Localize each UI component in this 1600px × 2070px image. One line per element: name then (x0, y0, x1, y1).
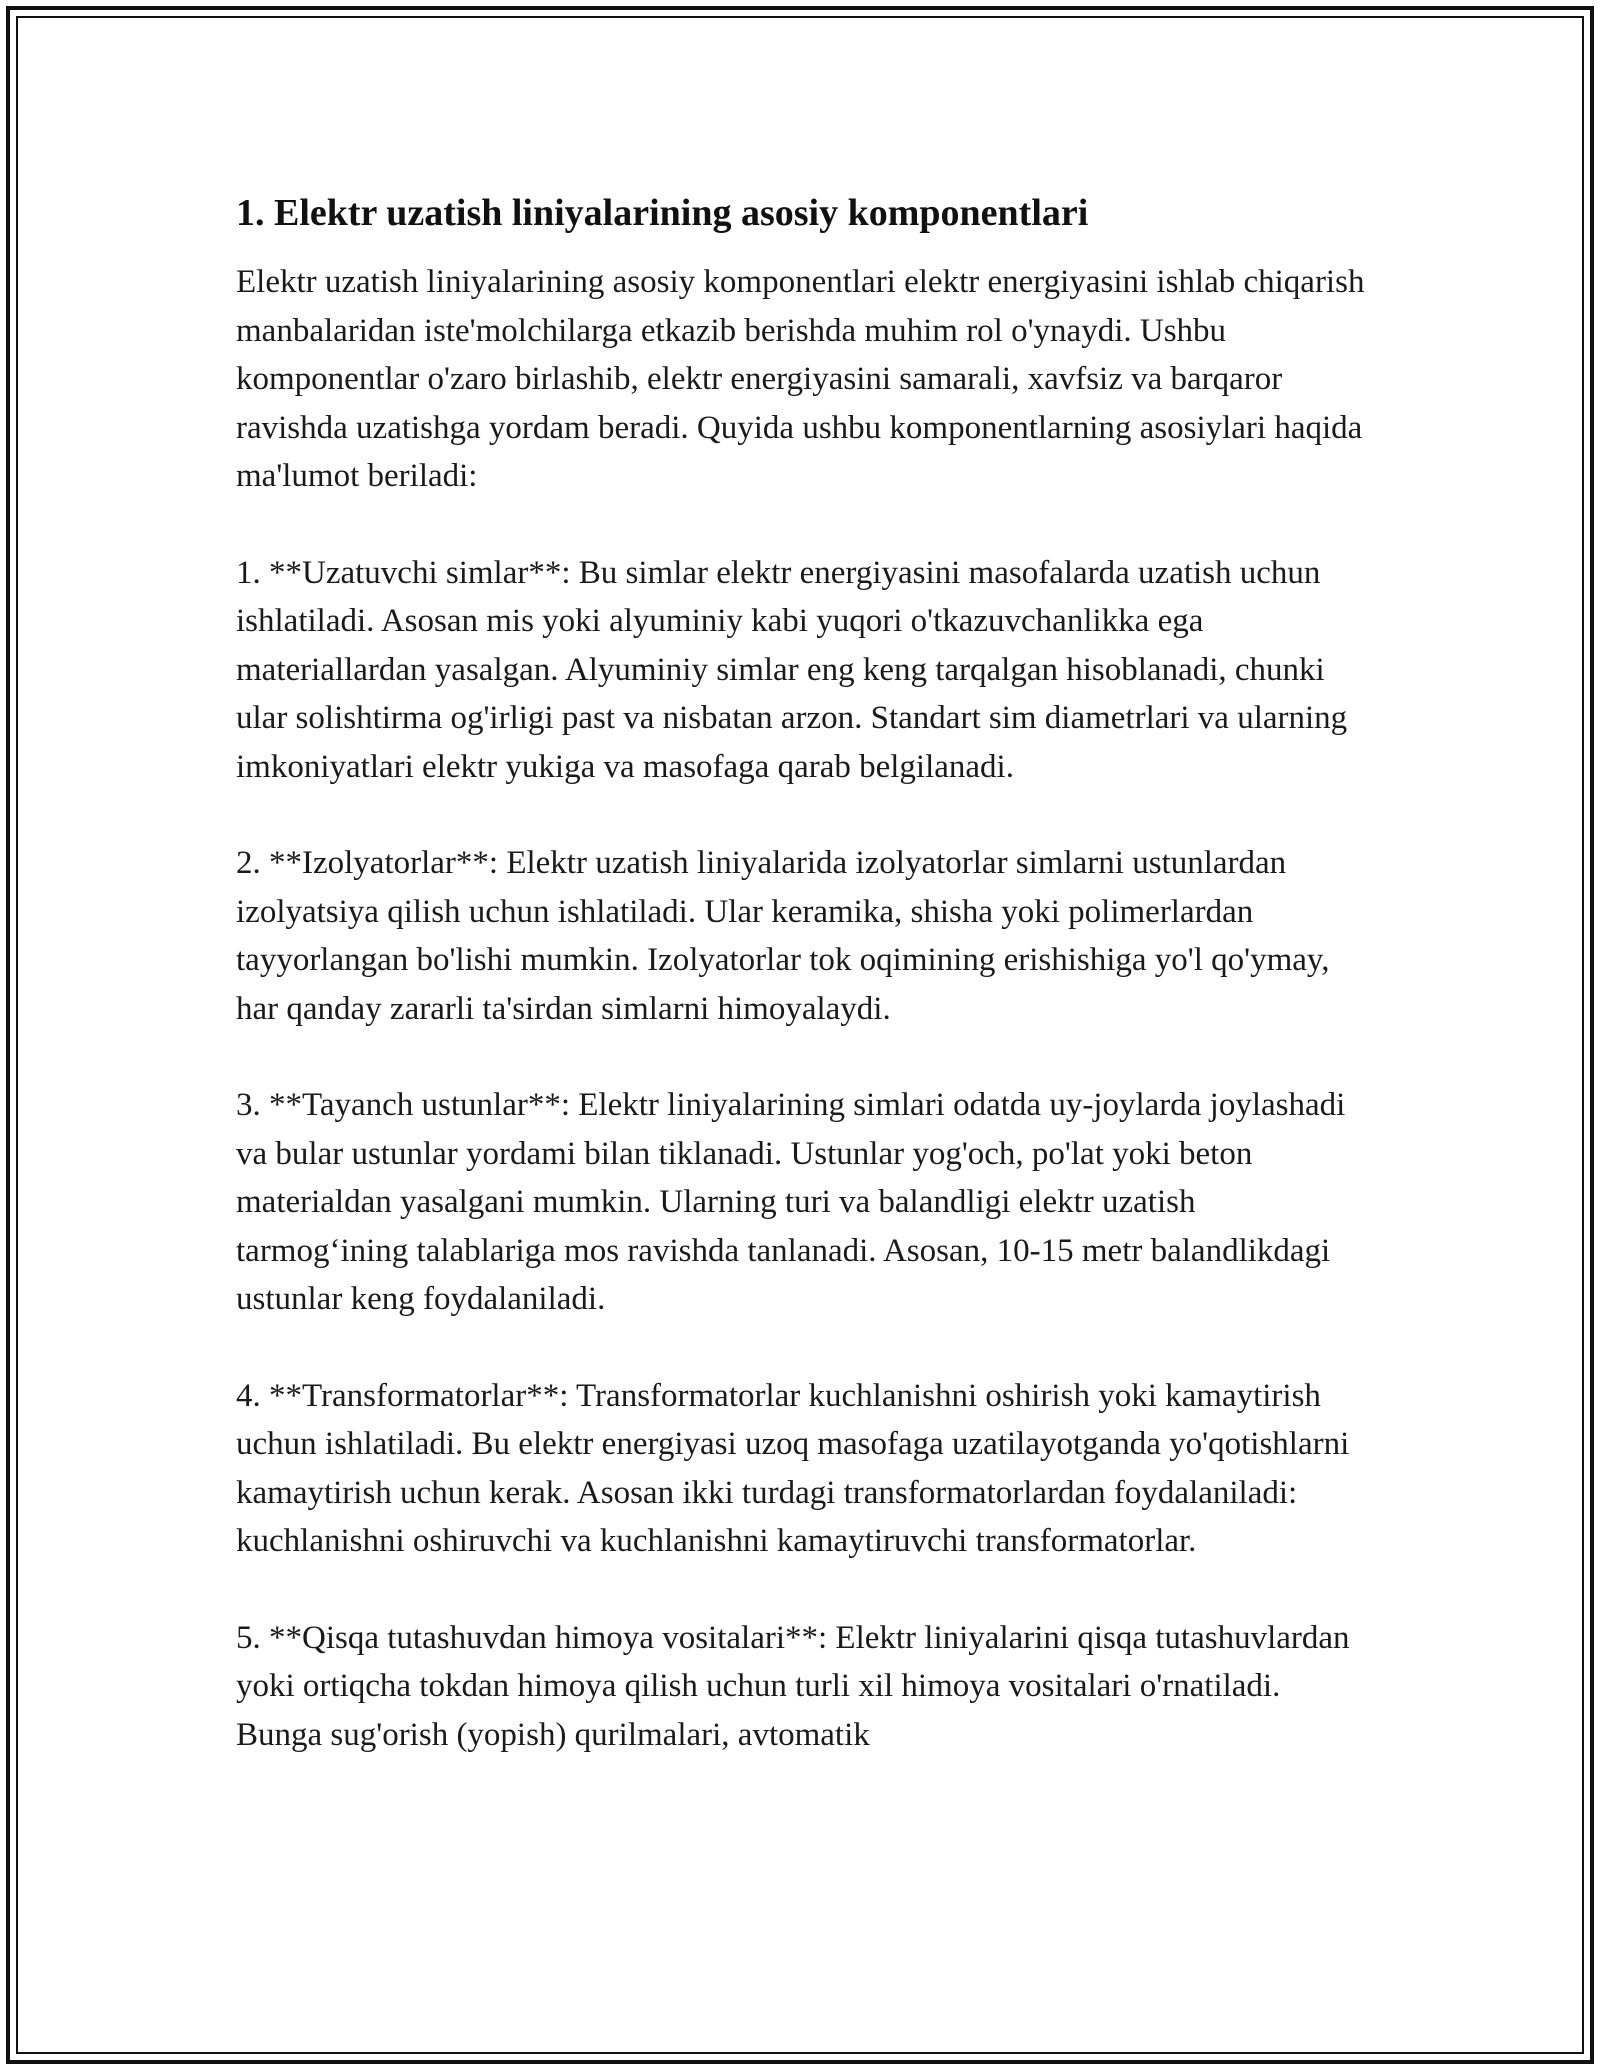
paragraph-protection-devices: 5. **Qisqa tutashuvdan himoya vositalari**: Elektr liniyalarini qisqa tutashuvlardan yoki ortiqcha tokdan himoya qilish uchun turli xil himoya vositalari o'rnatiladi. Bunga sug'orish (yopish) qurilmalari, avtomatik (236, 1619, 1350, 1753)
document-title: 1. Elektr uzatish liniyalarining asosiy komponentlari (236, 192, 1089, 234)
document-body (236, 188, 1366, 1807)
paragraph-conductors: 1. **Uzatuvchi simlar**: Bu simlar elektr energiyasini masofalarda uzatish uchun ishlatiladi. Asosan mis yoki alyuminiy kabi yuqori o'tkazuvchanlikka ega materiallardan yasalgan. Alyuminiy simlar eng keng tarqalgan hisoblanadi, chunki ular solishtirma og'irligi past va nisbatan arzon. Standart sim diametrlari va ularning imkoniyatlari elektr yukiga va masofaga qarab belgilanadi. (236, 554, 1348, 785)
paragraph-support-poles: 3. **Tayanch ustunlar**: Elektr liniyalarining simlari odatda uy-joylarda joylashadi va bular ustunlar yordami bilan tiklanadi. Ustunlar yog'och, po'lat yoki beton materialdan yasalgani mumkin. Ularning turi va balandligi elektr uzatish tarmog‘ining talablariga mos ravishda tanlanadi. Asosan, 10-15 metr balandlikdagi ustunlar keng foydalaniladi. (236, 1087, 1346, 1317)
paragraph-transformers: 4. **Transformatorlar**: Transformatorlar kuchlanishni oshirish yoki kamaytirish uchun ishlatiladi. Bu elektr energiyasi uzoq masofaga uzatilayotganda yo'qotishlarni kamaytirish uchun kerak. Asosan ikki turdagi transformatorlardan foydalaniladi: kuchlanishni oshiruvchi va kuchlanishni kamaytiruvchi transformatorlar. (236, 1377, 1350, 1559)
intro-paragraph: Elektr uzatish liniyalarining asosiy komponentlari elektr energiyasini ishlab chiqarish manbalaridan iste'molchilarga etkazib berishda muhim rol o'ynaydi. Ushbu komponentlar o'zaro birlashib, elektr energiyasini samarali, xavfsiz va barqaror ravishda uzatishga yordam beradi. Quyida ushbu komponentlarning asosiylari haqida ma'lumot beriladi: (236, 264, 1365, 494)
paragraph-insulators: 2. **Izolyatorlar**: Elektr uzatish liniyalarida izolyatorlar simlarni ustunlardan izolyatsiya qilish uchun ishlatiladi. Ular keramika, shisha yoki polimerlardan tayyorlangan bo'lishi mumkin. Izolyatorlar tok oqimining erishishiga yo'l qo'ymay, har qanday zararli ta'sirdan simlarni himoyalaydi. (236, 845, 1330, 1027)
